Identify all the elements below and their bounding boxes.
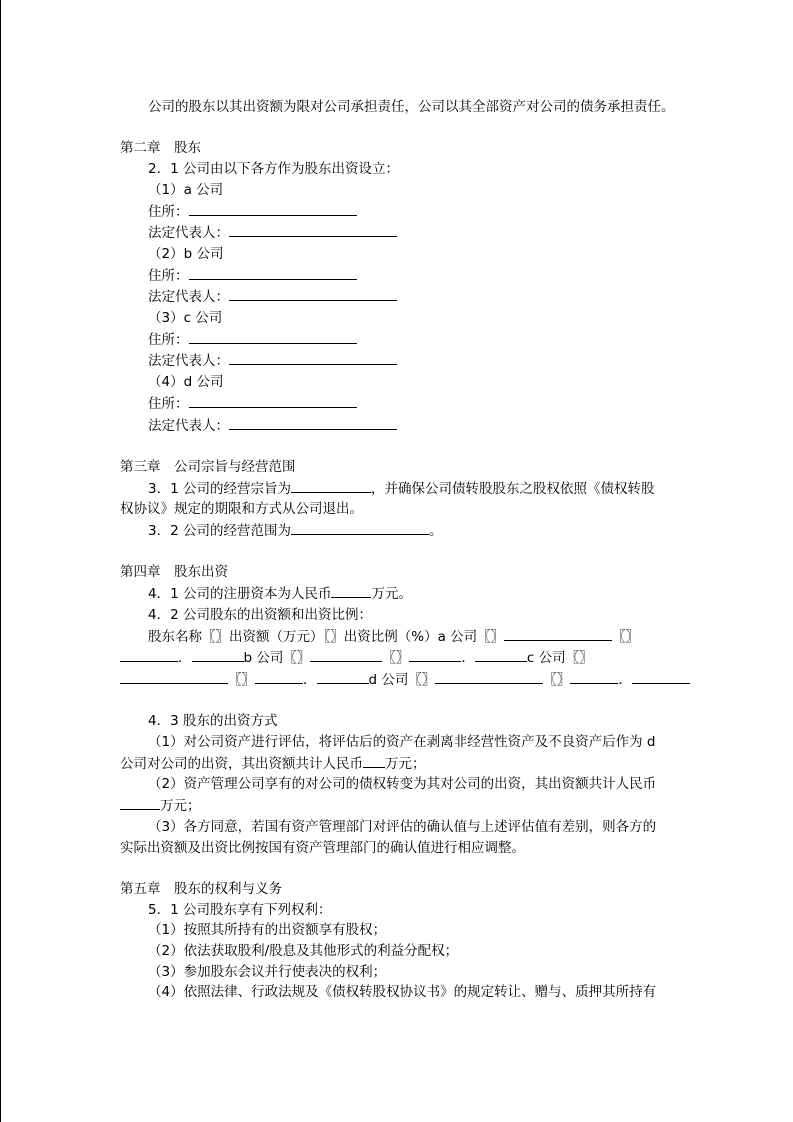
company-d-rep [120,415,680,437]
table-line-2 [120,647,680,669]
right-item: （1）按照其所持有的出资额享有股权； [148,922,387,939]
clause-4-3: 4．3 股东的出资方式 [148,713,278,730]
table-text: ． [303,671,317,688]
chapter-3-title: 第三章 公司宗旨与经营范围 [120,458,296,475]
table-text: b 公司〖〗 [243,650,311,667]
right-item: （4）依照法律、行政法规及《债权转股权协议书》的规定转让、赠与、质押其所持有 [148,984,657,1001]
spacer [120,542,680,563]
table-text: 〖〗 [382,650,410,667]
right-item: （2）依法获取股利/股息及其他形式的利益分配权； [148,943,459,960]
table-text: 〖〗 [228,671,255,688]
address-label: 住所： [148,203,189,220]
company-a-name: （1）a 公司 [148,181,224,198]
clause-text: 万元。 [371,586,412,603]
table-blank [504,626,612,641]
table-blank [310,647,382,662]
page-left-border [0,0,1,1122]
spacer [120,436,680,457]
scope-blank [291,520,429,535]
table-blank [255,669,303,684]
spacer [120,691,680,712]
clause-text: 。 [428,523,443,540]
method-1-line-1: （1）对公司资产进行评估，将评估后的资产在剥离非经营性资产及不良资产后作为 d [148,734,656,751]
amount-blank [120,795,160,810]
spacer [120,858,680,879]
table-blank [120,669,228,684]
clause-2-1: 2．1 公司由以下各方作为股东出资设立： [148,161,399,178]
method-3-line-1: （3）各方同意，若国有资产管理部门对评估的确认值与上述评估值有差别，则各方的 [148,818,657,835]
clause-text: 万元； [160,798,201,815]
clause-5-1: 5．1 公司股东享有下列权利： [148,901,332,918]
table-blank [192,647,244,662]
address-blank [189,265,357,280]
table-line-3 [120,669,680,691]
right-item: （3）参加股东会议并行使表决的权利； [148,963,387,980]
company-d-name: （4）d 公司 [148,374,224,391]
table-text: d 公司〖〗 [368,671,436,688]
table-text: c 公司〖〗 [526,650,593,667]
table-text: 股东名称〖〗出资额（万元）〖〗出资比例（%）a 公司〖〗 [148,628,505,645]
clause-4-1 [120,583,680,605]
company-a-address [120,201,680,223]
clause-text: 4．1 公司的注册资本为人民币 [148,586,332,603]
method-2-line-1: （2）资产管理公司享有的对公司的债权转变为其对公司的出资，其出资额共计人民币 [148,776,657,793]
table-blank [317,669,369,684]
table-blank [632,669,690,684]
rep-label: 法定代表人： [148,225,229,242]
clause-4-2: 4．2 公司股东的出资额和出资比例： [148,606,372,623]
table-blank [435,669,543,684]
clause-3-2 [120,520,680,542]
method-1-line-2 [120,753,680,775]
company-a-rep [120,222,680,244]
address-label: 住所： [148,267,189,284]
capital-blank [331,583,371,598]
address-blank [189,201,357,216]
amount-blank [363,753,385,768]
address-label: 住所： [148,331,189,348]
company-b-address [120,265,680,287]
clause-text: 3．2 公司的经营范围为 [148,523,291,540]
clause-text: 3．1 公司的经营宗旨为 [148,480,291,497]
company-b-name: （2）b 公司 [148,245,224,262]
rep-blank [229,286,397,301]
table-blank [475,647,527,662]
table-text: 〖〗 [612,628,640,645]
company-c-name: （3）c 公司 [148,310,223,327]
chapter-2-title: 第二章 股东 [120,140,201,157]
clause-text: 万元； [385,755,426,772]
table-text: ． [178,650,192,667]
company-b-rep [120,286,680,308]
table-blank [409,647,461,662]
address-label: 住所： [148,395,189,412]
clause-text: 公司对公司的出资，其出资额共计人民币 [120,755,363,772]
table-blank [570,669,618,684]
intro-paragraph: 公司的股东以其出资额为限对公司承担责任，公司以其全部资产对公司的债务承担责任。 [148,99,675,115]
rep-blank [229,350,397,365]
purpose-blank [291,478,371,493]
company-c-address [120,329,680,351]
method-3-line-2: 实际出资额及出资比例按国有资产管理部门的确认值进行相应调整。 [120,839,525,856]
rep-label: 法定代表人： [148,353,229,370]
clause-3-1-cont: 权协议》规定的期限和方式从公司退出。 [120,501,363,518]
address-blank [189,329,357,344]
table-blank [120,647,178,662]
rep-label: 法定代表人： [148,417,229,434]
rep-blank [229,415,397,430]
chapter-4-title: 第四章 股东出资 [120,564,228,581]
table-text: ． [618,671,632,688]
company-c-rep [120,350,680,372]
method-2-line-2 [120,795,680,817]
spacer [120,118,680,139]
document-body [120,97,680,1003]
company-d-address [120,393,680,415]
table-text: ． [461,650,475,667]
chapter-5-title: 第五章 股东的权利与义务 [120,880,282,897]
clause-3-1 [120,478,680,500]
clause-text: ，并确保公司债转股股东之股权依照《债权转股 [370,480,655,497]
rep-label: 法定代表人： [148,289,229,306]
table-text: 〖〗 [543,671,571,688]
table-line-1 [120,626,680,648]
address-blank [189,393,357,408]
rep-blank [229,222,397,237]
